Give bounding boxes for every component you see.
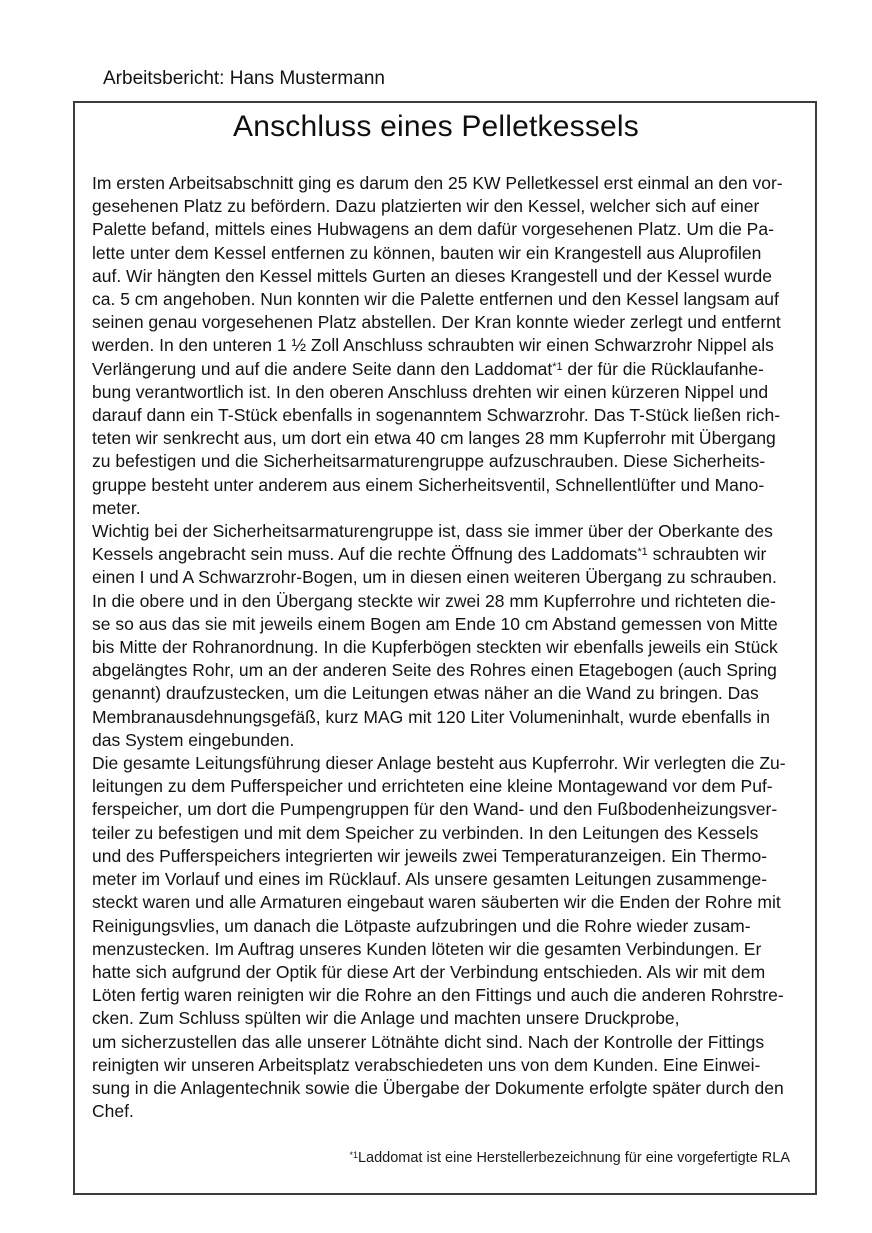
text-line: leitungen zu dem Pufferspeicher und errichteten eine kleine Montagewand vor dem Puf-: [92, 776, 773, 797]
text-line: bis Mitte der Rohranordnung. In die Kupferbögen steckten wir ebenfalls jeweils ein Stück: [92, 637, 778, 658]
text-line: steckt waren und alle Armaturen eingebaut waren säuberten wir die Enden der Rohre mit: [92, 892, 781, 913]
text-line: meter.: [92, 497, 141, 518]
text-line: ferspeicher, um dort die Pumpengruppen für den Wand- und den Fußbodenheizungsver-: [92, 799, 778, 820]
body-text: [92, 172, 802, 1123]
text-line: genannt) draufzustecken, um die Leitungen etwas näher an die Wand zu bringen. Das: [92, 683, 759, 704]
text-line: auf. Wir hängten den Kessel mittels Gurten an dieses Krangestell und der Kessel wurde: [92, 265, 772, 286]
text-line: Chef.: [92, 1101, 134, 1122]
text-line: um sicherzustellen das alle unserer Lötnähte dicht sind. Nach der Kontrolle der Fittings: [92, 1031, 765, 1052]
text-line: sung in die Anlagentechnik sowie die Übergabe der Dokumente erfolgte später durch den: [92, 1077, 784, 1098]
text-line: Reinigungsvlies, um danach die Lötpaste aufzubringen und die Rohre wieder zusam-: [92, 915, 751, 936]
text-line: Die gesamte Leitungsführung dieser Anlage besteht aus Kupferrohr. Wir verlegten die Zu-: [92, 753, 786, 774]
text-line: ca. 5 cm angehoben. Nun konnten wir die Palette entfernen und den Kessel langsam auf: [92, 289, 779, 310]
text-line: einen I und A Schwarzrohr-Bogen, um in diesen einen weiteren Übergang zu schrauben.: [92, 567, 777, 588]
text-line: teiler zu befestigen und mit dem Speicher zu verbinden. In den Leitungen des Kessels: [92, 822, 759, 843]
text-line: Palette befand, mittels eines Hubwagens an dem dafür vorgesehenen Platz. Um die Pa-: [92, 219, 774, 240]
text-line: teten wir senkrecht aus, um dort ein etwa 40 cm langes 28 mm Kupferrohr mit Übergang: [92, 428, 776, 449]
text-line: gruppe besteht unter anderem aus einem Sicherheitsventil, Schnellentlüfter und Mano-: [92, 474, 765, 495]
text-line: bung verantwortlich ist. In den oberen Anschluss drehten wir einen kürzeren Nippel und: [92, 381, 769, 402]
report-header: Arbeitsbericht: Hans Mustermann: [103, 68, 385, 89]
text-line: In die obere und in den Übergang steckte wir zwei 28 mm Kupferrohre und richteten die-: [92, 590, 776, 611]
text-line: meter im Vorlauf und eines im Rücklauf. Als unsere gesamten Leitungen zusammenge-: [92, 869, 768, 890]
text-line: Im ersten Arbeitsabschnitt ging es darum den 25 KW Pelletkessel erst einmal an den vor-: [92, 173, 783, 193]
text-line: Löten fertig waren reinigten wir die Rohre an den Fittings und auch die anderen Rohrstre-: [92, 985, 784, 1006]
text-line: menzustecken. Im Auftrag unseres Kunden löteten wir die gesamten Verbindungen. Er: [92, 938, 762, 959]
text-line: seinen genau vorgesehenen Platz abstellen. Der Kran konnte wieder zerlegt und entfernt: [92, 312, 781, 333]
text-line: reinigten wir unseren Arbeitsplatz verabschiedeten uns von dem Kunden. Eine Einwei-: [92, 1054, 761, 1075]
text-line: Kessels angebracht sein muss. Auf die rechte Öffnung des Laddomats$^{*1}$ schraubten wir: [92, 544, 767, 565]
text-line: lette unter dem Kessel entfernen zu können, bauten wir ein Krangestell aus Aluprofilen: [92, 242, 762, 263]
text-line: und des Pufferspeichers integrierten wir jeweils zwei Temperaturanzeigen. Ein Thermo-: [92, 845, 768, 866]
text-line: darauf dann ein T-Stück ebenfalls in sogenanntem Schwarzrohr. Das T-Stück ließen rich-: [92, 405, 781, 426]
text-line: gesehenen Platz zu befördern. Dazu platzierten wir den Kessel, welcher sich auf einer: [92, 196, 760, 217]
text-line: Verlängerung und auf die andere Seite dann den Laddomat$^{*1}$ der für die Rücklaufanhe-: [92, 358, 764, 379]
footnote: $^{*1}$Laddomat ist eine Herstellerbezeichnung für eine vorgefertigte RLA: [349, 1149, 790, 1166]
text-line: se so aus das sie mit jeweils einem Bogen am Ende 10 cm Abstand gemessen von Mitte: [92, 613, 778, 634]
text-line: Wichtig bei der Sicherheitsarmaturengruppe ist, dass sie immer über der Oberkante des: [92, 521, 773, 542]
text-line: cken. Zum Schluss spülten wir die Anlage und machten unsere Druckprobe,: [92, 1008, 680, 1029]
text-line: zu befestigen und die Sicherheitsarmaturengruppe aufzuschrauben. Diese Sicherheits-: [92, 451, 766, 472]
text-line: das System eingebunden.: [92, 729, 295, 750]
text-line: werden. In den unteren 1 ½ Zoll Anschluss schraubten wir einen Schwarzrohr Nippel als: [92, 335, 774, 356]
text-line: Membranausdehnungsgefäß, kurz MAG mit 120 Liter Volumeninhalt, wurde ebenfalls in: [92, 706, 771, 727]
text-line: abgelängtes Rohr, um an der anderen Seite des Rohres einen Etagebogen (auch Spring: [92, 660, 777, 681]
page-title: Anschluss eines Pelletkessels: [233, 110, 639, 143]
text-line: hatte sich aufgrund der Optik für diese Art der Verbindung entschieden. Als wir mit dem: [92, 961, 766, 982]
